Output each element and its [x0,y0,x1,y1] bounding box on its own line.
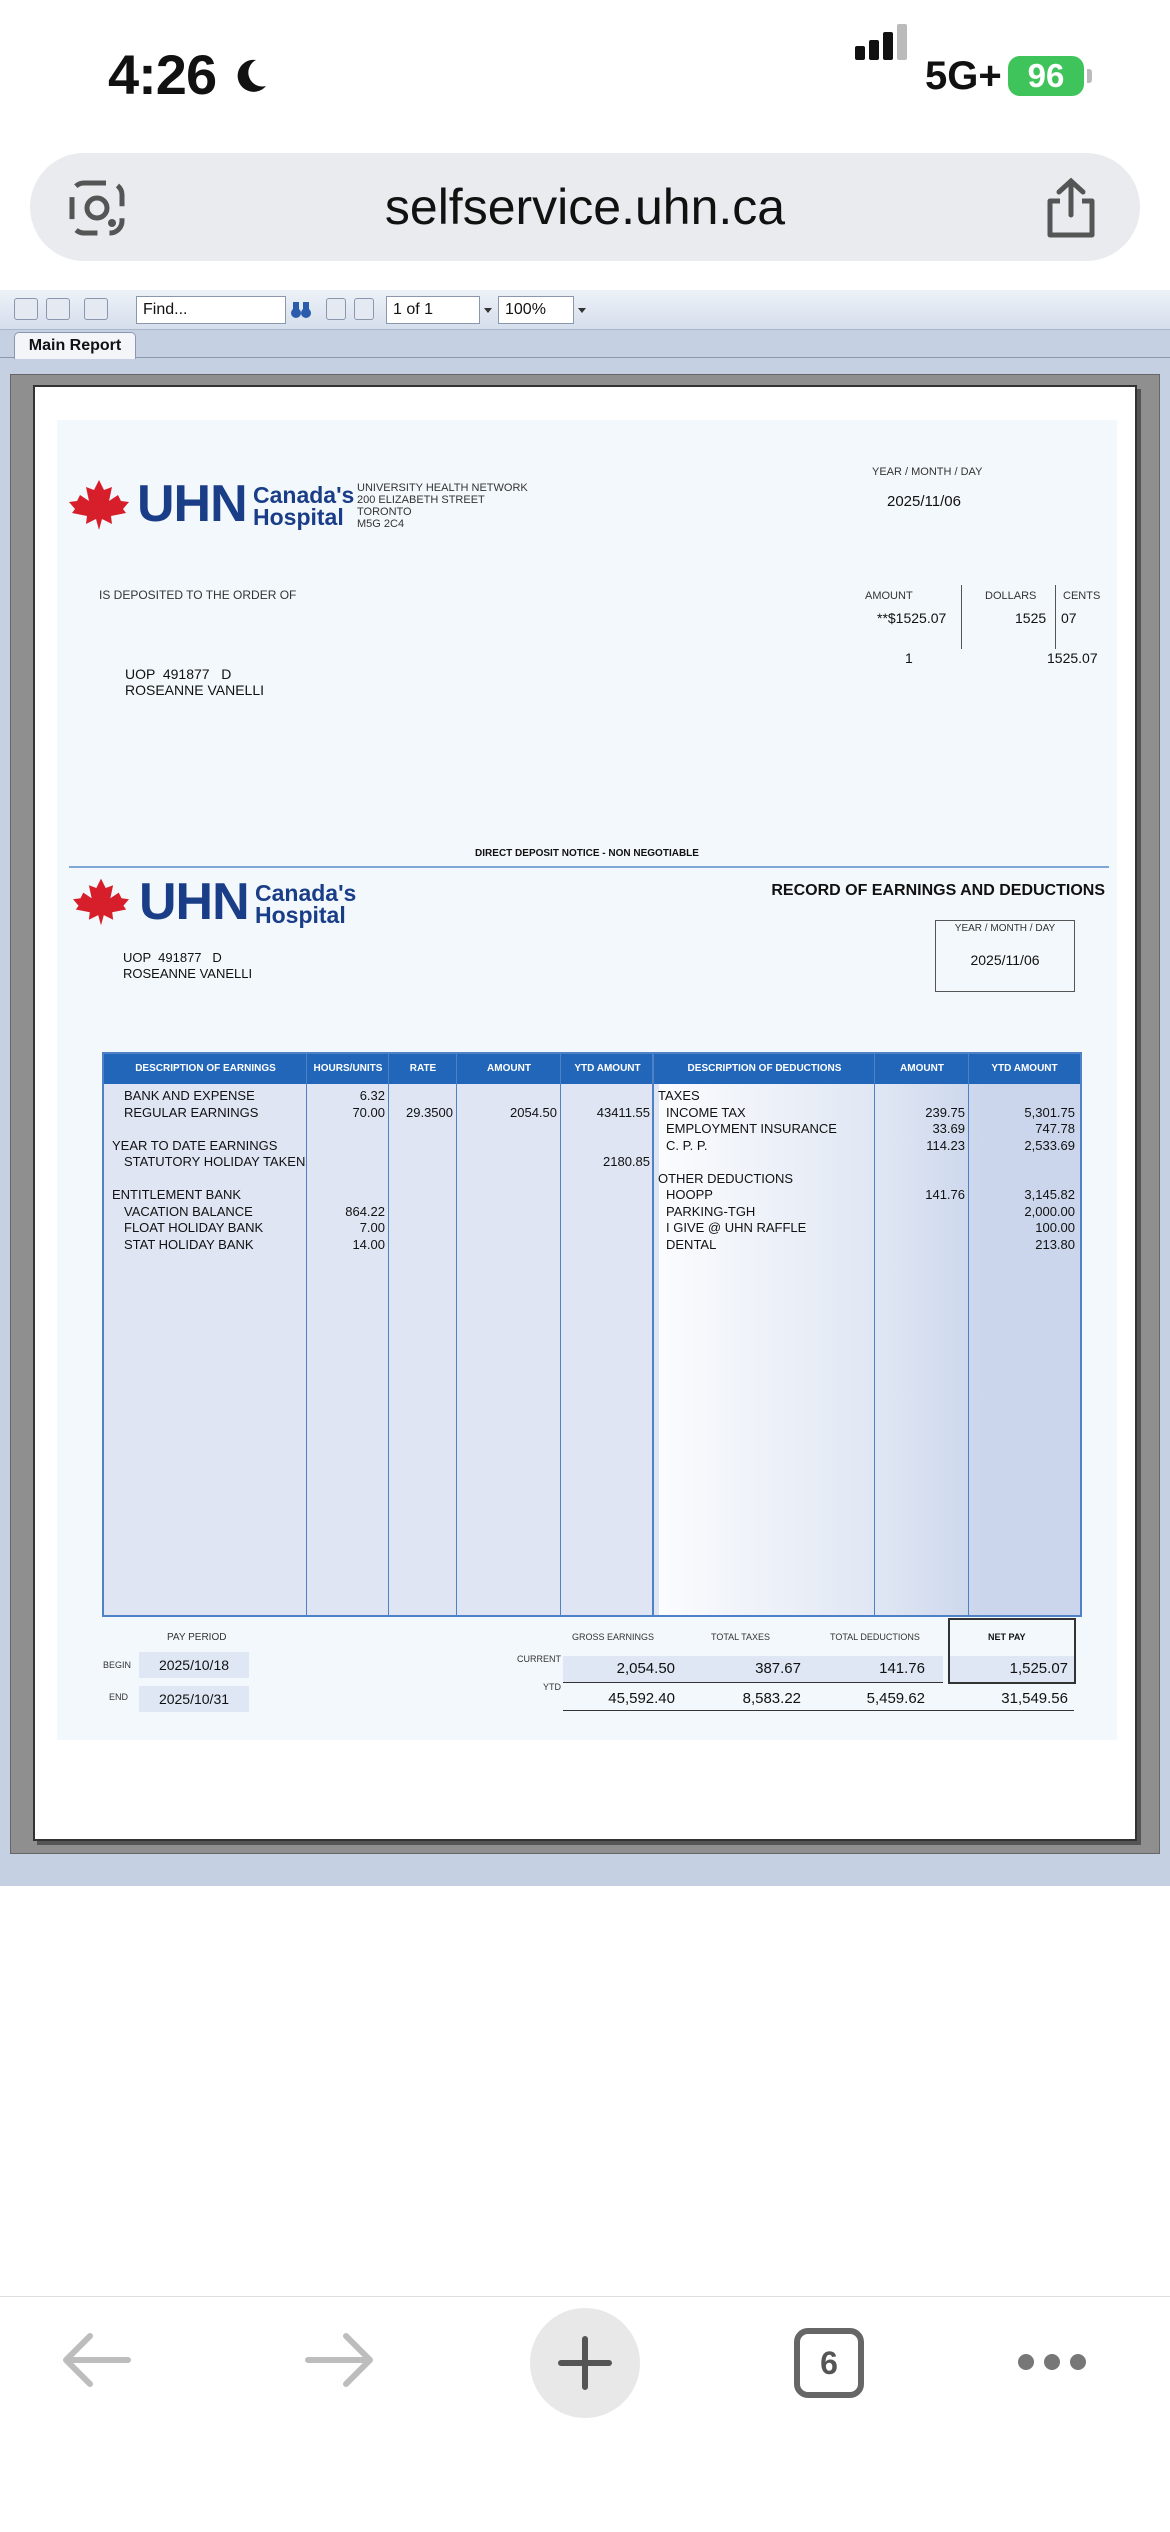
deductions-ytd: 747.78 [1035,1121,1075,1136]
end-label: END [109,1692,129,1702]
earnings-hours: 864.22 [345,1203,385,1219]
deductions-ytd: 2,000.00 [1024,1203,1075,1219]
page-dropdown-icon[interactable] [484,308,492,313]
col-divider [307,1054,389,1615]
deductions-desc: INCOME TAX [666,1104,746,1120]
report-page [33,385,1137,1841]
stub-payee-name: ROSEANNE VANELLI [123,966,253,981]
amount-label: AMOUNT [865,590,913,602]
refresh-icon[interactable] [46,298,70,320]
current-net: 1,525.07 [950,1656,1074,1682]
earnings-hours: 70.00 [352,1104,385,1120]
stub-date-label: YEAR / MONTH / DAY [954,923,1056,934]
stub-date: 2025/11/06 [970,952,1040,968]
tab-main-report[interactable]: Main Report [14,332,136,359]
net-label: NET PAY [988,1632,1026,1642]
deductions-desc: I GIVE @ UHN RAFFLE [666,1220,807,1235]
next-page-icon[interactable] [354,298,374,320]
earnings-hours: 7.00 [359,1220,385,1235]
pay-period-label: PAY PERIOD [167,1632,227,1643]
earnings-desc: BANK AND EXPENSE [124,1088,255,1103]
cheque-count: 1 [905,650,913,666]
cheque-date-label: YEAR / MONTH / DAY [872,466,983,478]
logo-subtitle-1: Canada's [253,482,355,508]
cheque-cents: 07 [1061,610,1077,626]
current-label: CURRENT [517,1654,561,1664]
cheque-dollars: 1525 [1015,610,1047,626]
uhn-logo-text: UHN [139,873,249,931]
deductions-amount: 114.23 [926,1137,965,1153]
report-viewer [0,290,1170,1886]
logo-subtitle-2: Hospital [255,902,346,928]
summary-rule [563,1710,1074,1711]
clock: 4:26 [108,43,217,106]
deductions-desc: EMPLOYMENT INSURANCE [666,1121,837,1136]
deductions-desc: C. P. P. [666,1137,708,1153]
col-header: AMOUNT [457,1054,561,1084]
separator-line [69,866,1109,868]
plus-icon [557,2335,613,2391]
share-icon[interactable] [1042,177,1100,239]
page-selector[interactable]: 1 of 1 [386,296,480,324]
tab-strip [0,330,1170,358]
gross-label: GROSS EARNINGS [572,1632,655,1642]
stub-title: RECORD OF EARNINGS AND DEDUCTIONS [771,882,1105,899]
earnings-desc: STATUTORY HOLIDAY TAKEN [124,1154,306,1169]
ytd-deductions: 5,459.62 [866,1690,925,1707]
zoom-dropdown-icon[interactable] [578,308,586,313]
col-header: DESCRIPTION OF DEDUCTIONS [654,1054,875,1084]
print-icon[interactable] [14,298,38,320]
binoculars-icon[interactable] [290,300,312,320]
org-address [357,482,528,530]
cheque-date: 2025/11/06 [887,493,961,510]
taxes-label: TOTAL TAXES [711,1632,771,1642]
col-divider [561,1054,654,1615]
payee-id: UOP 491877 D [125,666,232,682]
moon-icon [230,56,270,96]
deductions-amount: 239.75 [925,1104,965,1120]
ytd-gross: 45,592.40 [608,1690,675,1707]
deductions-ytd: 3,145.82 [1024,1187,1075,1202]
address-line: UNIVERSITY HEALTH NETWORK [357,482,528,494]
earnings-desc: FLOAT HOLIDAY BANK [124,1220,264,1235]
maple-leaf-icon [73,878,129,926]
deductions-desc: DENTAL [666,1236,717,1252]
new-tab-button[interactable] [530,2308,640,2418]
col-header: YTD AMOUNT [969,1054,1080,1084]
deductions-desc: OTHER DEDUCTIONS [658,1170,794,1186]
address-line: 200 ELIZABETH STREET [357,494,485,506]
battery-cap [1087,69,1092,83]
ytd-taxes: 8,583.22 [742,1690,801,1707]
url-text[interactable]: selfservice.uhn.ca [384,179,786,235]
current-gross: 2,054.50 [563,1656,693,1682]
export-icon[interactable] [84,298,108,320]
divider [1055,585,1056,649]
previous-page-icon[interactable] [326,298,346,320]
earnings-rate: 29.3500 [406,1104,453,1120]
earnings-amount: 2054.50 [510,1104,557,1120]
earnings-desc: YEAR TO DATE EARNINGS [112,1137,278,1153]
status-bar [0,0,1170,150]
col-header: YTD AMOUNT [561,1054,654,1084]
tabs-button[interactable]: 6 [794,2328,864,2398]
earnings-hours: 14.00 [352,1236,385,1252]
deductions-desc: HOOPP [666,1187,713,1202]
ytd-label: YTD [543,1682,561,1692]
uhn-logo-text: UHN [137,475,247,533]
deductions-amount: 33.69 [932,1121,965,1136]
address-bar[interactable] [30,153,1140,261]
viewer-toolbar [0,290,1170,330]
current-taxes: 387.67 [693,1656,819,1682]
deductions-ytd: 2,533.69 [1024,1137,1075,1153]
deductions-ytd: 5,301.75 [1024,1104,1075,1120]
logo-subtitle-1: Canada's [255,880,357,906]
begin-label: BEGIN [103,1660,132,1670]
pay-document [57,420,1117,1740]
col-header: DESCRIPTION OF EARNINGS [104,1054,307,1084]
stub-date-box [935,920,1075,992]
earnings-hours: 6.32 [359,1088,385,1103]
nav-divider [0,2296,1170,2297]
more-icon[interactable] [1016,2352,1088,2372]
deductions-ytd: 213.80 [1035,1236,1075,1252]
payee-name: ROSEANNE VANELLI [125,682,265,698]
cheque-amount: **$1525.07 [877,610,947,626]
cents-label: CENTS [1063,590,1101,602]
report-frame [10,374,1160,1854]
cheque-total: 1525.07 [1047,650,1098,666]
earnings-deductions-table [102,1052,1082,1617]
maple-leaf-icon [69,480,129,530]
deductions-desc: TAXES [658,1088,700,1103]
earnings-desc: REGULAR EARNINGS [124,1104,259,1120]
address-line: M5G 2C4 [357,518,405,530]
dollars-label: DOLLARS [985,590,1037,602]
deposit-notice: DIRECT DEPOSIT NOTICE - NON NEGOTIABLE [475,848,699,859]
deductions-ytd: 100.00 [1035,1220,1075,1235]
earnings-desc: STAT HOLIDAY BANK [124,1236,254,1252]
current-deductions: 141.76 [819,1656,943,1682]
earnings-ytd: 43411.55 [596,1104,650,1120]
col-header: AMOUNT [875,1054,969,1084]
deductions-label: TOTAL DEDUCTIONS [830,1632,920,1642]
divider [961,585,962,649]
battery-icon: 96 [1008,56,1084,96]
summary-rule [563,1682,943,1683]
find-input[interactable]: Find... [136,296,286,324]
earnings-desc: ENTITLEMENT BANK [112,1187,242,1202]
deductions-desc: PARKING-TGH [666,1203,756,1219]
zoom-selector[interactable]: 100% [498,296,574,324]
logo-subtitle-2: Hospital [253,504,344,530]
network-label: 5G+ [925,54,1002,98]
earnings-ytd: 2180.85 [603,1154,650,1169]
col-divider [457,1054,561,1615]
begin-date: 2025/10/18 [139,1652,249,1678]
deductions-amount: 141.76 [925,1187,965,1202]
end-date: 2025/10/31 [139,1686,249,1712]
col-header: HOURS/UNITS [307,1054,389,1084]
col-header: RATE [389,1054,457,1084]
ytd-net: 31,549.56 [1001,1690,1068,1707]
forward-arrow-icon[interactable] [304,2330,378,2390]
earnings-desc: VACATION BALANCE [124,1203,253,1219]
stub-payee-id: UOP 491877 D [123,950,222,965]
deposit-label: IS DEPOSITED TO THE ORDER OF [99,588,297,602]
address-line: TORONTO [357,506,412,518]
col-divider [389,1054,457,1615]
back-arrow-icon[interactable] [58,2330,132,2390]
